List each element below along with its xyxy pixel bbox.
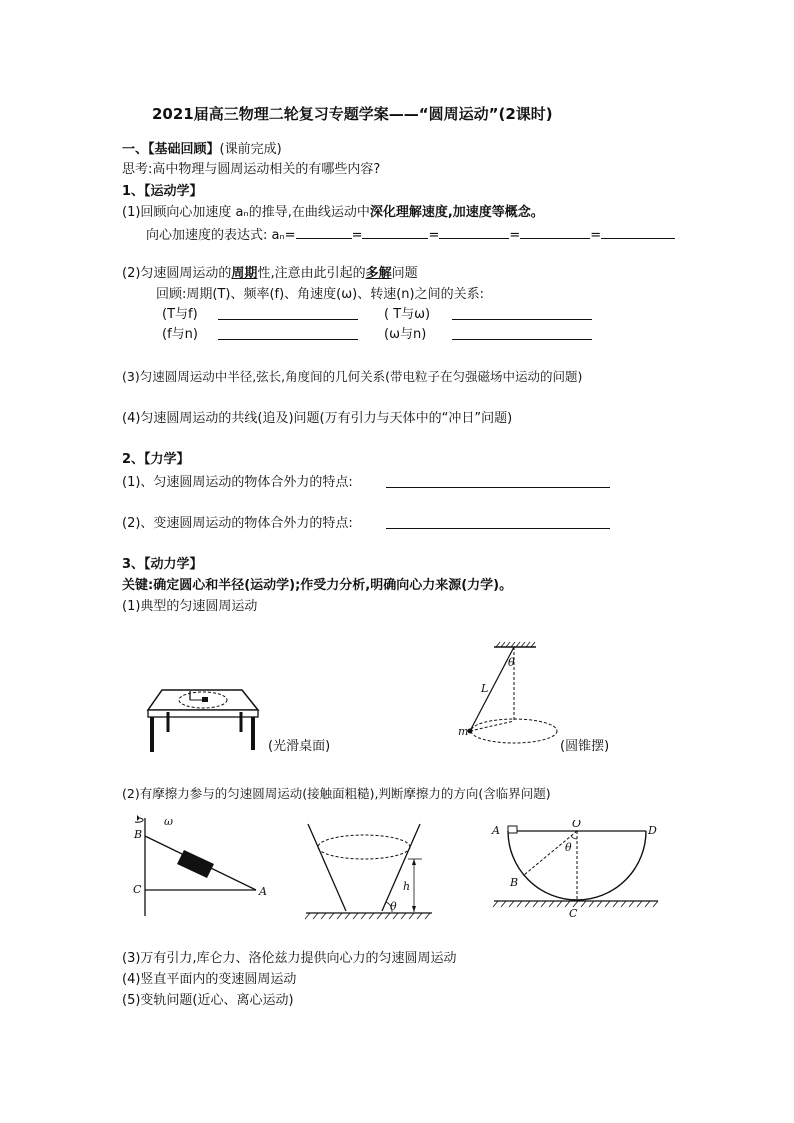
- incline-B-label: B: [134, 828, 143, 841]
- dynamics-item-2: (2)有摩擦力参与的匀速圆周运动(接触面粗糙),判断摩擦力的方向(含临界问题): [122, 786, 551, 801]
- pendulum-length-label: L: [481, 682, 489, 695]
- section-heading: 一、【基础回顾】: [122, 142, 220, 157]
- section-heading-note: (课前完成): [219, 142, 282, 157]
- dynamics-item-1: (1)典型的匀速圆周运动: [122, 599, 258, 614]
- kinematics-item-1: [122, 205, 544, 221]
- relation-pair: (f与n): [162, 327, 198, 342]
- bowl-D-label: D: [648, 824, 657, 837]
- answer-blank[interactable]: [601, 226, 675, 239]
- kinematics-item-2: [122, 266, 418, 282]
- cone-theta-label: θ: [390, 900, 397, 913]
- cone-height-label: h: [403, 880, 411, 893]
- equals-sign: =: [428, 228, 440, 243]
- relation-pair: ( T与ω): [384, 307, 431, 322]
- answer-blank[interactable]: [386, 516, 610, 529]
- caption-smooth-table: (光滑桌面): [268, 739, 331, 754]
- dynamics-item-5: (5)变轨问题(近心、离心运动): [122, 993, 294, 1008]
- incline-A-label: A: [259, 885, 267, 898]
- answer-blank[interactable]: [452, 307, 592, 320]
- dynamics-item-4: (4)竖直平面内的变速圆周运动: [122, 972, 297, 987]
- formula-label: 向心加速度的表达式: aₙ=: [146, 228, 296, 243]
- answer-blank[interactable]: [439, 226, 509, 239]
- relation-pair: (T与f): [162, 307, 198, 322]
- incline-omega-label: ω: [164, 815, 173, 828]
- item-text: 问题: [391, 266, 418, 281]
- item-text: (2)匀速圆周运动的: [122, 266, 232, 281]
- kinematics-heading: 1、【运动学】: [122, 184, 203, 199]
- bowl-theta-label: θ: [565, 841, 572, 854]
- dynamics-item-3: (3)万有引力,库仑力、洛伦兹力提供向心力的匀速圆周运动: [122, 951, 457, 966]
- equals-sign: =: [590, 228, 602, 243]
- kinematics-item-3: (3)匀速圆周运动中半径,弦长,角度间的几何关系(带电粒子在匀强磁场中运动的问题): [122, 369, 583, 384]
- answer-blank[interactable]: [296, 226, 352, 239]
- pendulum-mass-label: m: [458, 725, 469, 738]
- item-text: (1)回顾向心加速度 aₙ的推导,在曲线运动中: [122, 205, 370, 220]
- keyword-periodicity: 周期: [231, 266, 258, 281]
- keyword-multi-solution: 多解: [365, 266, 392, 281]
- caption-conical-pendulum: (圆锥摆): [560, 739, 610, 754]
- smooth-table-figure: [140, 682, 270, 758]
- think-question: 思考:高中物理与圆周运动相关的有哪些内容?: [122, 162, 381, 177]
- bowl-C-label: C: [569, 907, 578, 920]
- formula-line: [146, 226, 675, 244]
- answer-blank[interactable]: [386, 475, 610, 488]
- equals-sign: =: [351, 228, 363, 243]
- dynamics-key: 关键:确定圆心和半径(运动学);作受力分析,明确向心力来源(力学)。: [122, 578, 513, 593]
- equals-sign: =: [509, 228, 521, 243]
- answer-blank[interactable]: [362, 226, 428, 239]
- item-bold-text: 深化理解速度,加速度等概念。: [369, 205, 544, 220]
- kinematics-item-4: (4)匀速圆周运动的共线(追及)问题(万有引力与天体中的“冲日”问题): [122, 411, 513, 426]
- answer-blank[interactable]: [520, 226, 590, 239]
- section-basic-review: [122, 142, 282, 158]
- answer-blank[interactable]: [218, 327, 358, 340]
- mechanics-item-1: (1)、匀速圆周运动的物体合外力的特点:: [122, 475, 353, 490]
- relation-pair: (ω与n): [384, 327, 427, 342]
- mechanics-heading: 2、【力学】: [122, 452, 190, 467]
- mechanics-item-2: (2)、变速圆周运动的物体合外力的特点:: [122, 516, 353, 531]
- bowl-B-label: B: [510, 876, 519, 889]
- bowl-O-label: O: [572, 820, 582, 830]
- review-line: 回顾:周期(T)、频率(f)、角速度(ω)、转速(n)之间的关系:: [156, 287, 484, 302]
- page-title: 2021届高三物理二轮复习专题学案——“圆周运动”(2课时): [152, 105, 553, 123]
- incline-C-label: C: [133, 883, 142, 896]
- pendulum-theta-label: θ: [508, 656, 515, 669]
- dynamics-heading: 3、【动力学】: [122, 557, 203, 572]
- rotating-incline-figure: [128, 812, 274, 920]
- conical-pendulum-figure: [452, 640, 562, 752]
- hemispherical-bowl-figure: [486, 820, 664, 924]
- answer-blank[interactable]: [452, 327, 592, 340]
- answer-blank[interactable]: [218, 307, 358, 320]
- bowl-A-label: A: [492, 824, 500, 837]
- item-text: 性,注意由此引起的: [257, 266, 366, 281]
- inverted-cone-figure: [304, 820, 434, 924]
